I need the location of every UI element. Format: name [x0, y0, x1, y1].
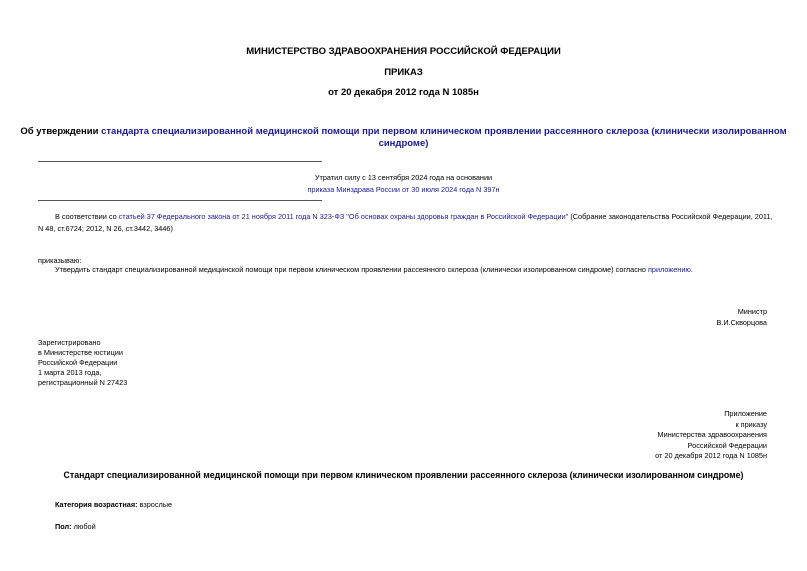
registration-line: регистрационный N 27423 [38, 378, 128, 387]
minister-name: В.И.Скворцова [716, 318, 767, 327]
standard-link[interactable]: стандарта специализированной медицинской помощи при первом клиническом проявлении рассеянного склероза (клинически изолированном [101, 126, 787, 137]
age-category [55, 500, 172, 509]
registration-line: Российской Федерации [38, 358, 118, 367]
repeal-order-link[interactable]: приказа Минздрава России от 30 июля 2024 года N 397н [307, 185, 500, 194]
federal-law-link[interactable]: статьей 37 Федерального закона от 21 ноября 2011 года N 323-ФЗ "Об основах охраны здоровья граждан в Российской Федерации" [118, 212, 569, 221]
sex-field [55, 522, 96, 531]
ministry-heading: МИНИСТЕРСТВО ЗДРАВООХРАНЕНИЯ РОССИЙСКОЙ ФЕДЕРАЦИИ [246, 46, 561, 57]
appendix-line: Министерства здравоохранения [657, 430, 767, 439]
sex-label: Пол: [55, 522, 72, 531]
divider-top [38, 161, 322, 162]
order-label: ПРИКАЗ [384, 67, 423, 78]
status-text: Утратил силу с 13 сентября 2024 года на основании [314, 173, 493, 182]
order-period: . [690, 265, 693, 274]
age-value: взрослые [137, 500, 173, 509]
order-text [55, 265, 693, 274]
registration-block [38, 338, 127, 388]
appendix-block [655, 409, 767, 462]
document-title [0, 126, 807, 150]
minister-title: Министр [737, 307, 767, 316]
order-date: от 20 декабря 2012 года N 1085н [328, 87, 479, 98]
order-body: Утвердить стандарт специализированной медицинской помощи при первом клиническом проявлении рассеянного склероза (клинически изолированном синдроме) согласно [55, 265, 648, 274]
registration-line: в Министерстве юстиции [38, 348, 123, 357]
preamble-text: В соответствии со [55, 212, 119, 221]
divider-bottom [38, 200, 322, 201]
age-label: Категория возрастная: [55, 500, 138, 509]
registration-line: Зарегистрировано [38, 338, 101, 347]
standard-link-continued[interactable]: синдроме) [378, 138, 429, 149]
preamble-line2: N 48, ст.6724; 2012, N 26, ст.3442, 3446) [38, 224, 173, 233]
sex-value: любой [71, 522, 96, 531]
preamble-source: (Собрание законодательства Российской Федерации, 2011, [568, 212, 773, 221]
appendix-line: Приложение [724, 409, 767, 418]
appendix-line: от 20 декабря 2012 года N 1085н [655, 451, 767, 460]
order-label-text: приказываю: [38, 256, 82, 265]
registration-line: 1 марта 2013 года, [38, 368, 102, 377]
appendix-link[interactable]: приложению [647, 265, 691, 274]
title-prefix: Об утверждении [20, 126, 102, 137]
appendix-line: к приказу [735, 419, 767, 429]
appendix-line: Российской Федерации [687, 440, 767, 450]
standard-title: Стандарт специализированной медицинской помощи при первом клиническом проявлении рассеянного склероза (клинически изолированном синдроме) [63, 470, 744, 480]
preamble-line1 [55, 212, 775, 221]
